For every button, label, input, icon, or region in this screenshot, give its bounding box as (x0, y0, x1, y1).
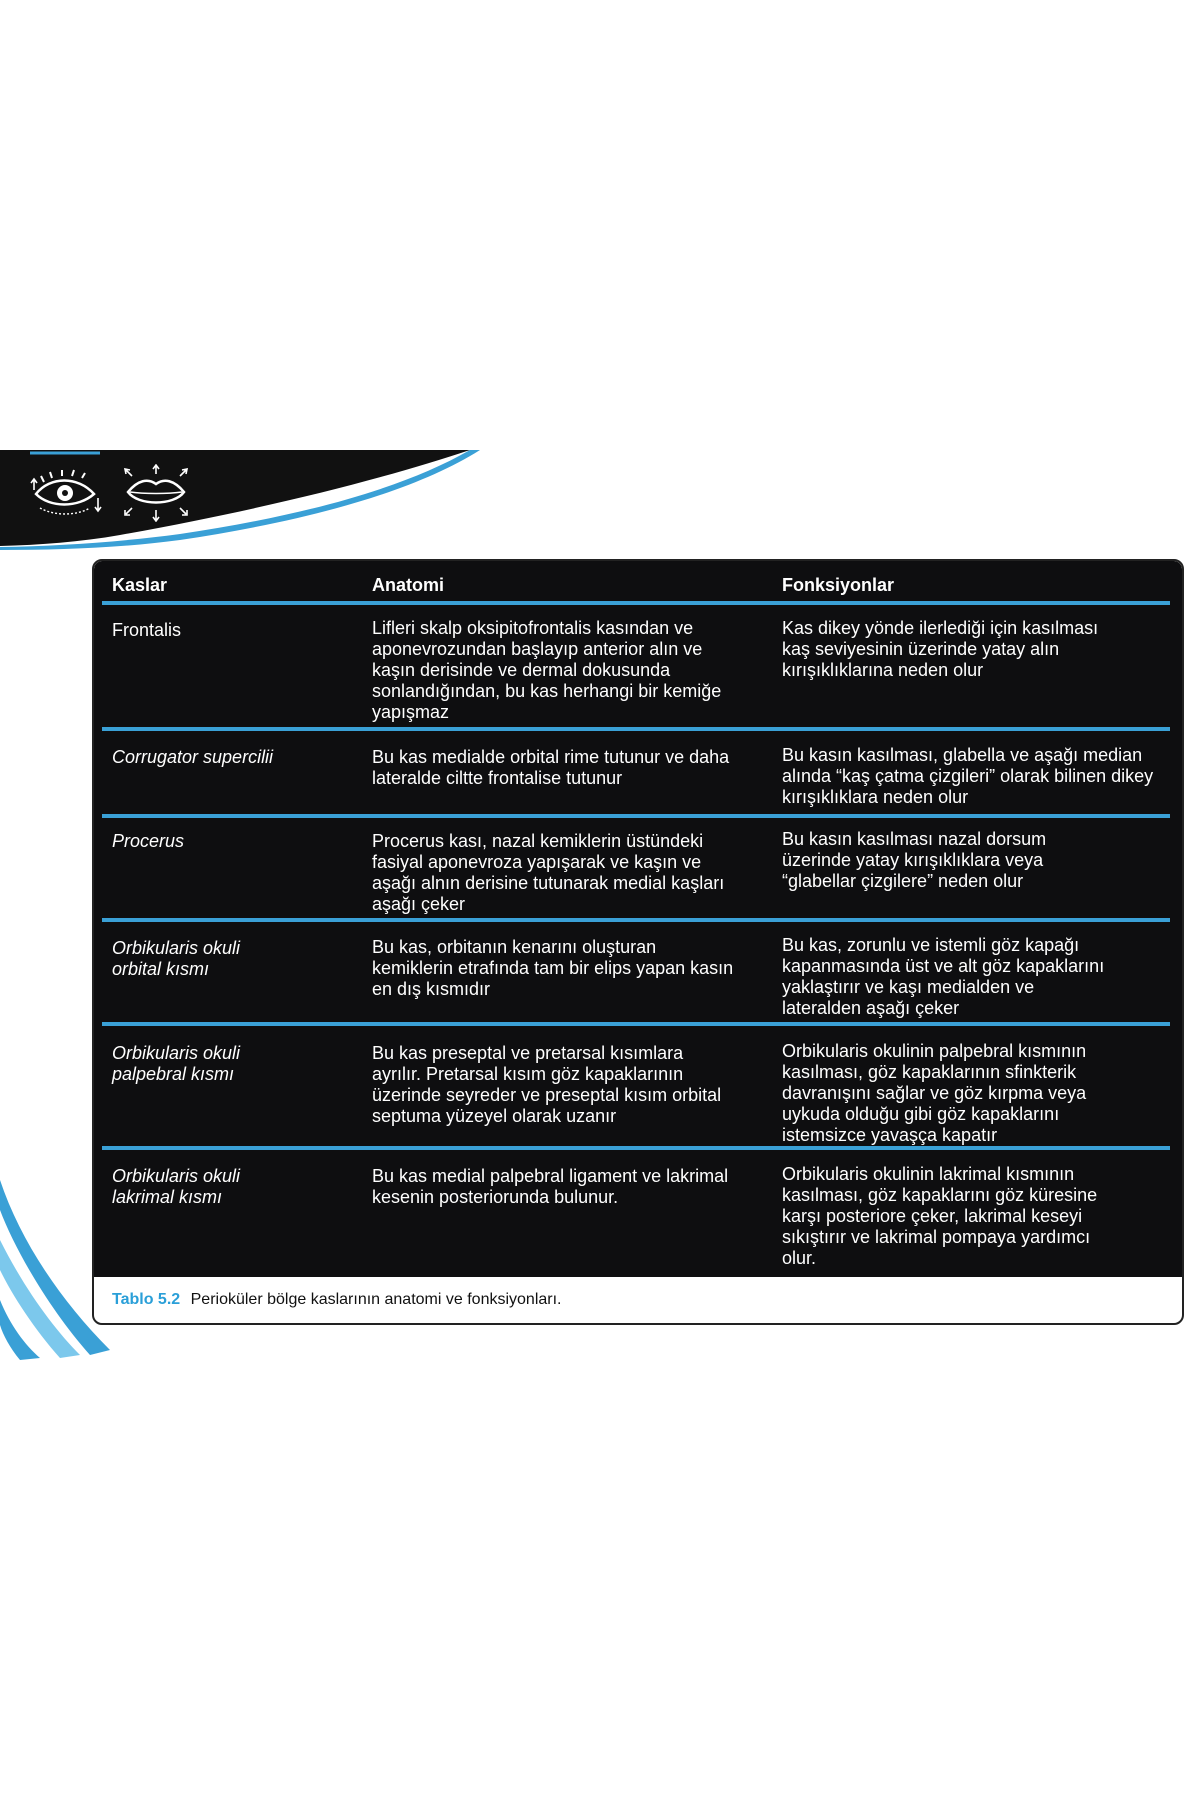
header-anatomy: Anatomi (372, 575, 444, 595)
eye-lift-icon (30, 468, 105, 518)
row-muscle: Orbikularis okuli lakrimal kısmı (112, 1166, 241, 1207)
muscle-table (94, 561, 1182, 1277)
caption-label: Tablo 5.2 (112, 1291, 181, 1308)
row-rule (102, 918, 1170, 922)
row-muscle: Orbikularis okuli orbital kısmı (112, 938, 241, 979)
row-rule (102, 1022, 1170, 1026)
row-anatomy: Bu kas preseptal ve pretarsal kısımlara ayrılır. Pretarsal kısım göz kapaklarının üzerinde seyreder ve preseptal kısım orbital septuma yüzeyel olarak uzanır (372, 1043, 722, 1126)
table-panel (92, 559, 1184, 1325)
row-rule (102, 727, 1170, 731)
row-rule (102, 1146, 1170, 1150)
row-function: Bu kasın kasılması, glabella ve aşağı median alında “kaş çatma çizgileri” olarak bilinen dikey kırışıklıklara neden olur (782, 745, 1154, 807)
row-anatomy: Lifleri skalp oksipitofrontalis kasından ve aponevrozundan başlayıp anterior alın ve kaşın derisinde ve dermal dokusunda sonlandığından, bu kas herhangi bir kemiğe yapışmaz (372, 618, 722, 722)
row-muscle: Corrugator supercilii (112, 747, 274, 767)
row-function: Bu kasın kasılması nazal dorsum üzerinde yatay kırışıklıklara veya “glabellar çizgilere” neden olur (782, 829, 1047, 891)
row-anatomy: Bu kas medialde orbital rime tutunur ve daha lateralde ciltte frontalise tutunur (372, 747, 730, 788)
row-anatomy: Bu kas, orbitanın kenarını oluşturan kemiklerin etrafında tam bir elips yapan kasın en dış kısmıdır (372, 937, 734, 999)
row-anatomy: Bu kas medial palpebral ligament ve lakrimal kesenin posteriorunda bulunur. (372, 1166, 729, 1207)
row-rule (102, 814, 1170, 818)
row-muscle: Orbikularis okuli palpebral kısmı (112, 1043, 241, 1084)
lips-expand-icon (120, 464, 192, 522)
header-band (0, 450, 1200, 550)
row-muscle: Procerus (112, 831, 185, 851)
caption-text: Perioküler bölge kaslarının anatomi ve fonksiyonları. (190, 1291, 562, 1308)
row-anatomy: Procerus kası, nazal kemiklerin üstündeki fasiyal aponevroza yapışarak ve kaşın ve aşağı alnın derisine tutunarak medial kaşları aşağı çeker (372, 831, 725, 914)
header-rule (102, 601, 1170, 605)
row-function: Orbikularis okulinin palpebral kısmının kasılması, göz kapaklarının sfinkterik davranışını sağlar ve göz kırpma veya uykuda olduğu gibi göz kapaklarını istemsizce yavaşça kapatır (782, 1041, 1087, 1145)
header-function: Fonksiyonlar (782, 575, 895, 595)
row-function: Bu kas, zorunlu ve istemli göz kapağı kapanmasında üst ve alt göz kapaklarını yaklaştırır ve kaşı medialden ve lateralden aşağı çeker (782, 935, 1105, 1018)
table-caption (112, 1291, 561, 1309)
row-function: Orbikularis okulinin lakrimal kısmının kasılması, göz kapaklarını göz küresine karşı posteriore çeker, lakrimal keseyi sıkıştırır ve lakrimal pompaya yardımcı olur. (782, 1164, 1098, 1268)
header-muscle: Kaslar (112, 575, 168, 595)
row-muscle: Frontalis (112, 620, 182, 640)
row-function: Kas dikey yönde ilerlediği için kasılması kaş seviyesinin üzerinde yatay alın kırışıklıklarına neden olur (782, 618, 1099, 680)
